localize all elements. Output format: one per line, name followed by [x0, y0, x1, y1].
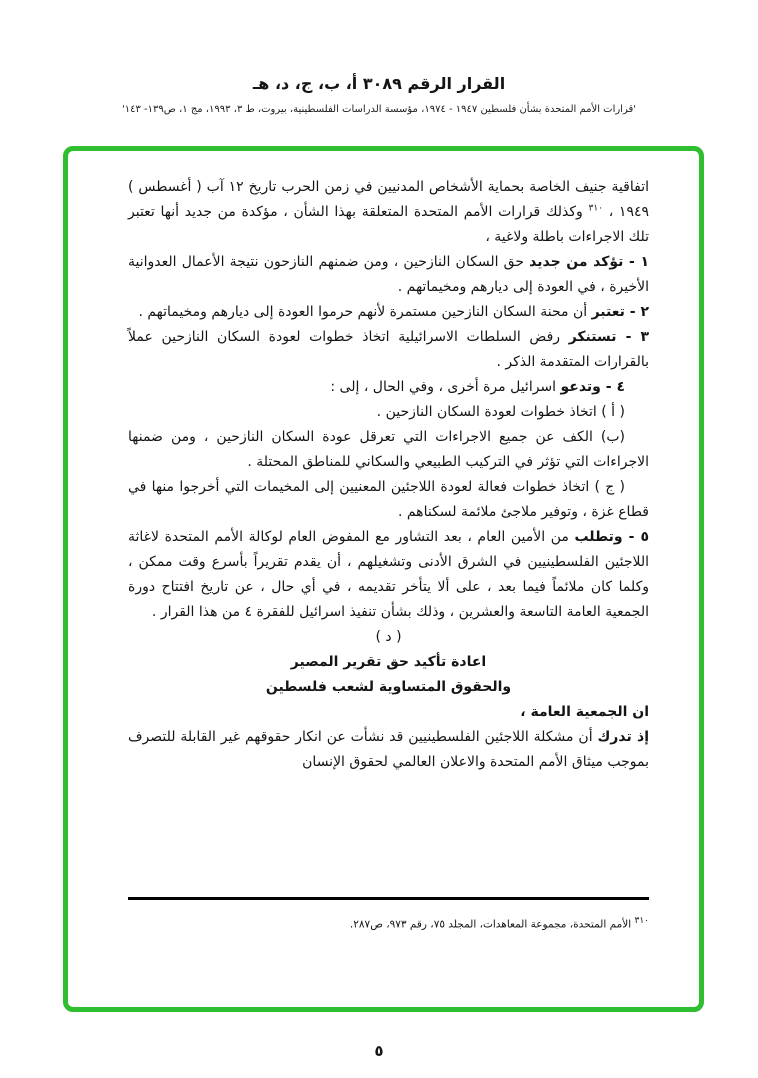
clause-1-text: حق السكان النازحين ، ومن ضمنهم النازحون نتيجة الأعمال العدوانية الأخيرة ، في العودة إلى ديارهم ومخيماتهم .	[128, 254, 649, 295]
footnote-reference: ٣١٠	[588, 203, 603, 214]
subclause-a: ( أ ) اتخاذ خطوات لعودة السكان النازحين .	[376, 404, 625, 420]
section-d-clause-lead: إذ تدرك	[597, 729, 649, 745]
clause-3	[128, 325, 649, 375]
section-d-marker: ( د )	[375, 629, 402, 645]
intro-text: اتفاقية جنيف الخاصة بحماية الأشخاص المدنيين في زمن الحرب تاريخ ١٢ آب ( أغسطس ) ١٩٤٩ ،	[128, 179, 650, 220]
section-d-heading-line1: اعادة تأكيد حق تقرير المصير	[290, 654, 487, 670]
section-d-clause	[128, 725, 649, 775]
resolution-title: القرار الرقم ٣٠٨٩ أ، ب، ج، د، هـ	[252, 74, 506, 93]
intro-text-continued: وكذلك قرارات الأمم المتحدة المتعلقة بهذا الشأن ، مؤكدة من جديد أنها تعتبر تلك الاجراءات باطلة ولاغية ،	[128, 204, 649, 245]
section-d-heading-line2: والحقوق المتساوية لشعب فلسطين	[265, 679, 512, 695]
clause-2-lead: ٢ - تعتبر	[591, 304, 649, 320]
footnote-divider	[128, 897, 649, 900]
footnote-number: ٣١٠	[634, 916, 649, 926]
section-d-opening: ان الجمعية العامة ،	[520, 704, 649, 720]
page-header	[0, 74, 758, 115]
clause-3-text: رفض السلطات الاسرائيلية اتخاذ خطوات لعودة السكان النازحين عملاً بالقرارات المتقدمة الذكر .	[128, 329, 649, 370]
clause-4-text: اسرائيل مرة أخرى ، وفي الحال ، إلى :	[330, 379, 561, 395]
clause-1	[128, 250, 649, 300]
source-citation: 'قرارات الأمم المتحدة بشأن فلسطين ١٩٤٧ - ١٩٧٤، مؤسسة الدراسات الفلسطينية، بيروت، ط ٣، ١٩٩٣، مج ١، ص١٣٩- ١٤٣'	[121, 104, 637, 115]
page-number: ٥	[374, 1042, 384, 1060]
resolution-body	[68, 151, 699, 775]
clause-2	[128, 300, 649, 325]
clause-5	[128, 525, 649, 625]
footnote-area	[128, 897, 649, 943]
clause-5-text: من الأمين العام ، بعد التشاور مع المفوض العام لوكالة الأمم المتحدة لاغاثة اللاجئين الفلسطينيين في الشرق الأدنى وتشغيلهم ، أن يقدم تقريراً بأسرع وقت ممكن ، وكلما كان ملائماً فيما بعد ، على ألا يتأخر تقديمه ، في أي حال ، عن تاريخ افتتاح دورة الجمعية العامة التاسعة والعشرين ، وذلك بشأن تنفيذ اسرائيل للفقرة ٤ من هذا القرار .	[128, 529, 649, 620]
footnote	[128, 914, 649, 933]
clause-1-lead: ١ - تؤكد من جديد	[529, 254, 649, 270]
clause-5-lead: ٥ - وتطلب	[574, 529, 649, 545]
green-highlight-frame	[63, 146, 704, 1012]
clause-2-text: أن محنة السكان النازحين مستمرة لأنهم حرموا العودة إلى ديارهم ومخيماتهم .	[138, 304, 592, 320]
footnote-citation: الأمم المتحدة، مجموعة المعاهدات، المجلد ٧٥، رقم ٩٧٣، ص٢٨٧.	[349, 918, 635, 931]
clause-4-lead: ٤ - وتدعو	[560, 379, 625, 395]
intro-paragraph	[128, 175, 649, 250]
clause-4	[128, 375, 649, 400]
subclause-c: ( ج ) اتخاذ خطوات فعالة لعودة اللاجئين المعنيين إلى المخيمات التي أخرجوا منها في قطاع غزة ، وتوفير ملاجئ ملائمة لسكناهم .	[128, 479, 649, 520]
subclause-b: (ب) الكف عن جميع الاجراءات التي تعرقل عودة السكان النازحين ، ومن ضمنها الاجراءات التي تؤثر في التركيب الطبيعي والسكاني للمناطق المحتلة .	[128, 429, 649, 470]
clause-3-lead: ٣ - تستنكر	[568, 329, 650, 345]
section-d-clause-text: أن مشكلة اللاجئين الفلسطينيين قد نشأت عن انكار حقوقهم غير القابلة للتصرف بموجب ميثاق الأمم المتحدة والاعلان العالمي لحقوق الإنسان	[128, 729, 649, 770]
